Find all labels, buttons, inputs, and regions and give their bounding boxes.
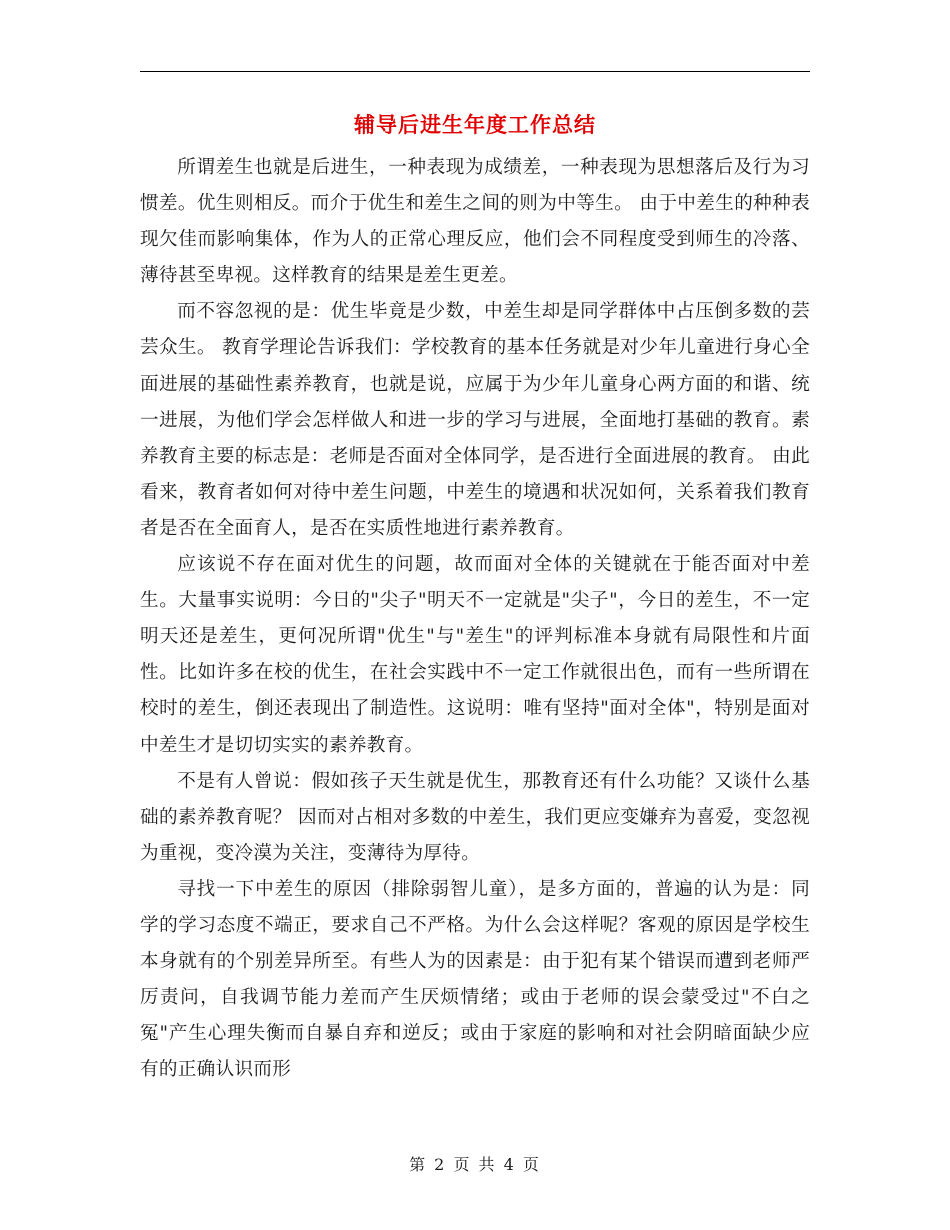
paragraph-5: 寻找一下中差生的原因（排除弱智儿童），是多方面的，普遍的认为是：同学的学习态度不端正，要求自己不严格。为什么会这样呢？客观的原因是学校生本身就有的个别差异所至。有些人为的因素是：由于犯有某个错误而遭到老师严厉责问，自我调节能力差而产生厌烦情绪；或由于老师的误会蒙受过"不白之冤"产生心理失衡而自暴自弃和逆反；或由于家庭的影响和对社会阴暗面缺少应有的正确认识而形 xyxy=(140,878,810,1081)
document-body xyxy=(140,150,810,1088)
paragraph-1: 所谓差生也就是后进生，一种表现为成绩差，一种表现为思想落后及行为习惯差。优生则相反。而介于优生和差生之间的则为中等生。 由于中差生的种种表现欠佳而影响集体，作为人的正常心理反应，他们会不同程度受到师生的冷落、薄待甚至卑视。这样教育的结果是差生更差。 xyxy=(140,157,810,287)
document-title: 辅导后进生年度工作总结 xyxy=(354,113,596,137)
paragraph-4: 不是有人曾说：假如孩子天生就是优生，那教育还有什么功能？又谈什么基础的素养教育呢？ 因而对占相对多数的中差生，我们更应变嫌弃为喜爱，变忽视为重视，变冷漠为关注，变薄待为厚待。 xyxy=(140,770,810,864)
page-footer: 第 2 页 共 4 页 xyxy=(409,1155,541,1174)
header-rule xyxy=(140,71,810,72)
paragraph-2: 而不容忽视的是：优生毕竟是少数，中差生却是同学群体中占压倒多数的芸芸众生。 教育学理论告诉我们：学校教育的基本任务就是对少年儿童进行身心全面进展的基础性素养教育，也就是说，应属于为少年儿童身心两方面的和谐、统一进展，为他们学会怎样做人和进一步的学习与进展，全面地打基础的教育。素养教育主要的标志是：老师是否面对全体同学，是否进行全面进展的教育。 由此看来，教育者如何对待中差生问题，中差生的境遇和状况如何，关系着我们教育者是否在全面育人，是否在实质性地进行素养教育。 xyxy=(140,301,810,539)
paragraph-3: 应该说不存在面对优生的问题，故而面对全体的关键就在于能否面对中差生。大量事实说明：今日的"尖子"明天不一定就是"尖子"，今日的差生，不一定明天还是差生，更何况所谓"优生"与"差生"的评判标准本身就有局限性和片面性。比如许多在校的优生，在社会实践中不一定工作就很出色，而有一些所谓在校时的差生，倒还表现出了制造性。这说明：唯有坚持"面对全体"，特别是面对中差生才是切切实实的素养教育。 xyxy=(140,554,810,756)
